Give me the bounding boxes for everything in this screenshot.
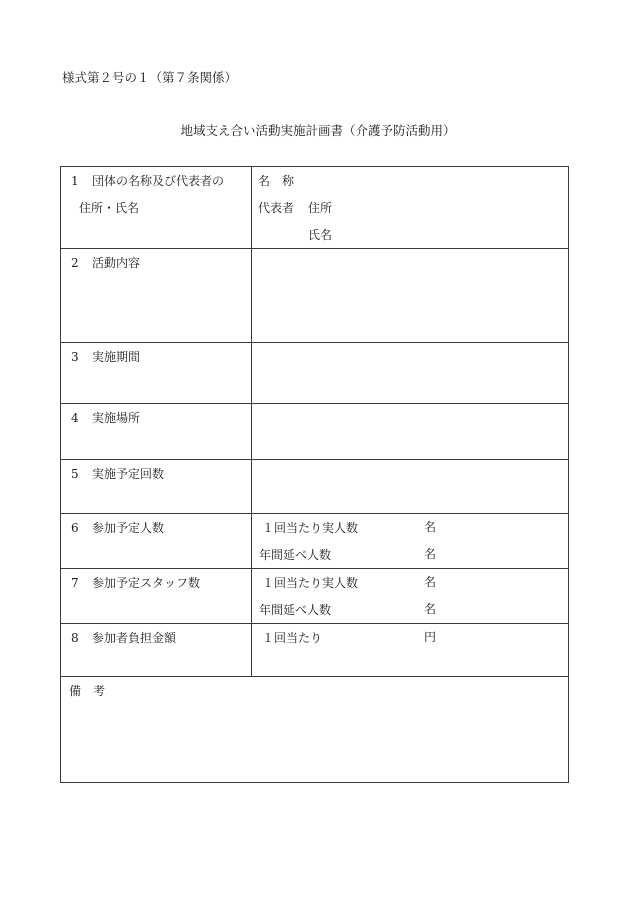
row-period-label-cell	[61, 343, 252, 404]
annual-total-label: 年間延べ人数	[259, 603, 332, 617]
row-planned-sessions-label-cell	[61, 460, 252, 514]
row-fee	[61, 624, 569, 677]
row-label: 参加者負担金額	[92, 631, 177, 645]
row-organization-label-cell	[61, 167, 252, 249]
period-value	[252, 343, 568, 344]
row-number: 5	[71, 467, 79, 481]
fee-value-cell[interactable]	[252, 624, 569, 677]
row-label: 参加予定スタッフ数	[92, 576, 201, 590]
representative-label: 代表者	[258, 201, 295, 215]
row-label: 実施場所	[92, 411, 141, 425]
row-number: 6	[71, 521, 79, 535]
per-session-label: １回当たり実人数	[262, 576, 359, 590]
row-organization-value-cell[interactable]	[252, 167, 569, 249]
unit-label: 名	[424, 575, 437, 589]
unit-label: 名	[424, 602, 437, 616]
notes-label: 備 考	[69, 684, 106, 698]
row-organization	[61, 167, 569, 249]
activity-content-field[interactable]	[252, 249, 569, 343]
row-location	[61, 404, 569, 460]
row-activity-content-label-cell	[61, 249, 252, 343]
per-session-label: １回当たり実人数	[262, 521, 359, 535]
plan-form-table	[60, 166, 569, 783]
notes-field[interactable]	[61, 677, 569, 783]
activity-content-value	[252, 249, 568, 250]
row-number: 2	[71, 256, 79, 270]
period-field[interactable]	[252, 343, 569, 404]
planned-sessions-field[interactable]	[252, 460, 569, 514]
org-name-label: 名 称	[258, 174, 295, 188]
annual-total-label: 年間延べ人数	[259, 548, 332, 562]
row-location-label-cell	[61, 404, 252, 460]
row-label: 活動内容	[92, 256, 141, 270]
unit-label: 円	[424, 630, 437, 644]
row-period	[61, 343, 569, 404]
unit-label: 名	[424, 547, 437, 561]
row-label: 参加予定人数	[92, 521, 165, 535]
row-participants-label-cell	[61, 514, 252, 569]
document-title: 地域支え合い活動実施計画書（介護予防活動用）	[180, 123, 456, 138]
row-activity-content	[61, 249, 569, 343]
row-label-continued: 住所・氏名	[79, 201, 140, 215]
row-number: 8	[71, 631, 79, 645]
location-value	[252, 404, 568, 405]
row-planned-sessions	[61, 460, 569, 514]
row-fee-label-cell	[61, 624, 252, 677]
row-label: 実施予定回数	[92, 467, 165, 481]
row-participants	[61, 514, 569, 569]
row-number: 7	[71, 576, 79, 590]
staff-value-cell[interactable]	[252, 569, 569, 624]
row-number: 4	[71, 411, 79, 425]
row-staff	[61, 569, 569, 624]
row-number: 3	[71, 350, 79, 364]
per-session-label: １回当たり	[262, 631, 323, 645]
row-number: 1	[71, 174, 79, 188]
planned-sessions-value	[252, 460, 568, 461]
rep-address-label: 住所	[308, 201, 333, 215]
unit-label: 名	[424, 520, 437, 534]
rep-name-label: 氏名	[308, 228, 333, 242]
row-label: 実施期間	[92, 350, 141, 364]
participants-value-cell[interactable]	[252, 514, 569, 569]
row-staff-label-cell	[61, 569, 252, 624]
notes-value	[61, 704, 568, 705]
row-label: 団体の名称及び代表者の	[92, 174, 225, 188]
row-notes	[61, 677, 569, 783]
form-number: 様式第２号の１（第７条関係）	[62, 70, 238, 85]
location-field[interactable]	[252, 404, 569, 460]
